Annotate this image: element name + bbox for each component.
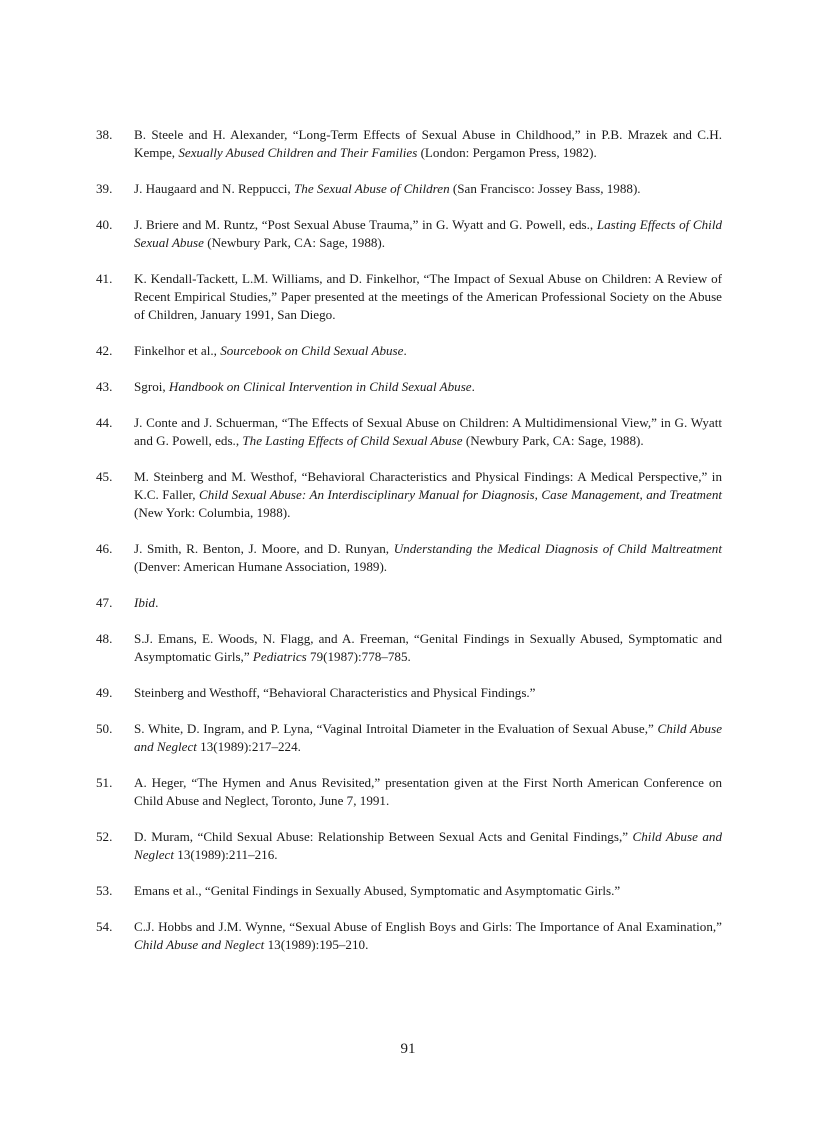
endnote-item (96, 774, 722, 810)
endnote-title-italic: Child Abuse and Neglect (134, 721, 722, 754)
endnote-text-segment: D. Muram, “Child Sexual Abuse: Relationship Between Sexual Acts and Genital Findings,” (134, 829, 633, 844)
endnote-text-segment: (London: Pergamon Press, 1982). (417, 145, 597, 160)
endnote-text-segment: J. Smith, R. Benton, J. Moore, and D. Runyan, (134, 541, 394, 556)
endnote-item (96, 414, 722, 450)
endnote-text-segment: 13(1989):217–224. (196, 739, 301, 754)
endnote-number: 53. (96, 883, 113, 898)
endnote-text-segment: (Newbury Park, CA: Sage, 1988). (462, 433, 644, 448)
endnote-text (134, 540, 722, 576)
endnote-text (134, 882, 722, 900)
endnote-title-italic: The Sexual Abuse of Children (293, 181, 450, 196)
endnote-title-italic: Sexually Abused Children and Their Families (178, 145, 418, 160)
endnote-number: 38. (96, 127, 113, 142)
endnote-title-italic: Lasting Effects of Child Sexual Abuse (134, 217, 722, 250)
endnote-item (96, 342, 722, 360)
endnote-item (96, 378, 722, 396)
endnote-item (96, 684, 722, 702)
endnote-text-segment: Steinberg and Westhoff, “Behavioral Characteristics and Physical Findings.” (134, 685, 536, 700)
endnote-item (96, 882, 722, 900)
endnote-title-italic: Child Abuse and Neglect (134, 937, 265, 952)
endnote-text-segment: (Denver: American Humane Association, 1989). (134, 559, 388, 574)
endnote-item (96, 918, 722, 954)
endnote-item (96, 540, 722, 576)
endnote-item (96, 270, 722, 324)
endnote-number: 54. (96, 919, 113, 934)
endnote-item (96, 216, 722, 252)
endnote-number: 48. (96, 631, 113, 646)
endnote-item (96, 126, 722, 162)
endnote-item (96, 180, 722, 198)
endnote-number: 39. (96, 181, 113, 196)
endnote-text (134, 828, 722, 864)
endnote-text (134, 684, 722, 702)
endnote-text-segment: 13(1989):195–210. (264, 937, 369, 952)
endnote-text-segment: Emans et al., “Genital Findings in Sexually Abused, Symptomatic and Asymptomatic Girls.” (134, 883, 621, 898)
endnote-title-italic: Sourcebook on Child Sexual Abuse (220, 343, 404, 358)
endnote-text (134, 468, 722, 522)
endnote-text (134, 720, 722, 756)
endnote-number: 43. (96, 379, 113, 394)
endnote-text (134, 270, 722, 324)
endnote-number: 44. (96, 415, 113, 430)
endnote-text-segment: S.J. Emans, E. Woods, N. Flagg, and A. Freeman, “Genital Findings in Sexually Abused, Symptomatic and Asymptomatic Girls,” (134, 631, 722, 664)
endnote-text-segment: (New York: Columbia, 1988). (134, 505, 291, 520)
endnote-text (134, 216, 722, 252)
endnote-item (96, 594, 722, 612)
endnote-text-segment: S. White, D. Ingram, and P. Lyna, “Vaginal Introital Diameter in the Evaluation of Sexual Abuse,” (134, 721, 658, 736)
endnote-text-segment: . (403, 343, 407, 358)
endnote-number: 49. (96, 685, 113, 700)
page-number: 91 (400, 1041, 416, 1057)
endnote-text-segment: J. Briere and M. Runtz, “Post Sexual Abuse Trauma,” in G. Wyatt and G. Powell, eds., (134, 217, 597, 232)
endnote-item (96, 468, 722, 522)
endnote-text-segment: K. Kendall-Tackett, L.M. Williams, and D. Finkelhor, “The Impact of Sexual Abuse on Children: A Review of Recent Empirical Studies,” Paper presented at the meetings of the American Professional Society on the Abuse of Children, January 1991, San Diego. (134, 271, 722, 322)
endnote-text-segment: (Newbury Park, CA: Sage, 1988). (203, 235, 386, 250)
endnote-text-segment: . (471, 379, 475, 394)
endnote-number: 45. (96, 469, 113, 484)
endnote-text (134, 594, 722, 612)
endnote-text-segment: A. Heger, “The Hymen and Anus Revisited,” presentation given at the First North American Conference on Child Abuse and Neglect, Toronto, June 7, 1991. (134, 775, 722, 808)
endnote-text (134, 630, 722, 666)
endnote-number: 46. (96, 541, 113, 556)
endnote-text-segment: 79(1987):778–785. (306, 649, 411, 664)
endnote-text (134, 342, 722, 360)
endnote-text (134, 918, 722, 954)
endnote-text-segment: 13(1989):211–216. (174, 847, 278, 862)
endnote-title-italic: The Lasting Effects of Child Sexual Abuse (242, 433, 463, 448)
endnote-number: 47. (96, 595, 113, 610)
endnote-title-italic: Handbook on Clinical Intervention in Child Sexual Abuse (168, 379, 472, 394)
endnote-text (134, 414, 722, 450)
endnote-item (96, 720, 722, 756)
endnote-text (134, 180, 722, 198)
endnote-number: 51. (96, 775, 113, 790)
endnote-number: 41. (96, 271, 113, 286)
endnote-text (134, 126, 722, 162)
endnote-item (96, 828, 722, 864)
endnote-number: 40. (96, 217, 113, 232)
endnote-number: 52. (96, 829, 113, 844)
endnote-number: 42. (96, 343, 113, 358)
endnote-text-segment: B. Steele and H. Alexander, “Long-Term Effects of Sexual Abuse in Childhood,” in P.B. Mrazek and C.H. Kempe, (134, 127, 722, 160)
endnote-text (134, 774, 722, 810)
endnote-text-segment: Sgroi, (134, 379, 169, 394)
endnote-text-segment: M. Steinberg and M. Westhof, “Behavioral Characteristics and Physical Findings: A Medical Perspective,” in K.C. Faller, (134, 469, 722, 502)
endnote-text-segment: J. Haugaard and N. Reppucci, (134, 181, 294, 196)
endnote-text (134, 378, 722, 396)
endnote-text-segment: C.J. Hobbs and J.M. Wynne, “Sexual Abuse of English Boys and Girls: The Importance of Anal Examination,” (134, 919, 722, 934)
endnote-text-segment: (San Francisco: Jossey Bass, 1988). (449, 181, 641, 196)
endnote-item (96, 630, 722, 666)
endnote-title-italic: Understanding the Medical Diagnosis of Child Maltreatment (393, 541, 722, 556)
endnote-number: 50. (96, 721, 113, 736)
endnote-title-italic: Pediatrics (252, 649, 307, 664)
endnote-text-segment: J. Conte and J. Schuerman, “The Effects of Sexual Abuse on Children: A Multidimensional View,” in G. Wyatt and G. Powell, eds., (134, 415, 722, 448)
endnote-text-segment: Finkelhor et al., (134, 343, 221, 358)
endnote-title-italic: Ibid (134, 595, 156, 610)
endnote-title-italic: Child Sexual Abuse: An Interdisciplinary Manual for Diagnosis, Case Management, and Treatment (199, 487, 723, 502)
endnote-title-italic: Child Abuse and Neglect (134, 829, 722, 862)
endnotes-list (96, 126, 722, 972)
endnote-text-segment: . (155, 595, 159, 610)
